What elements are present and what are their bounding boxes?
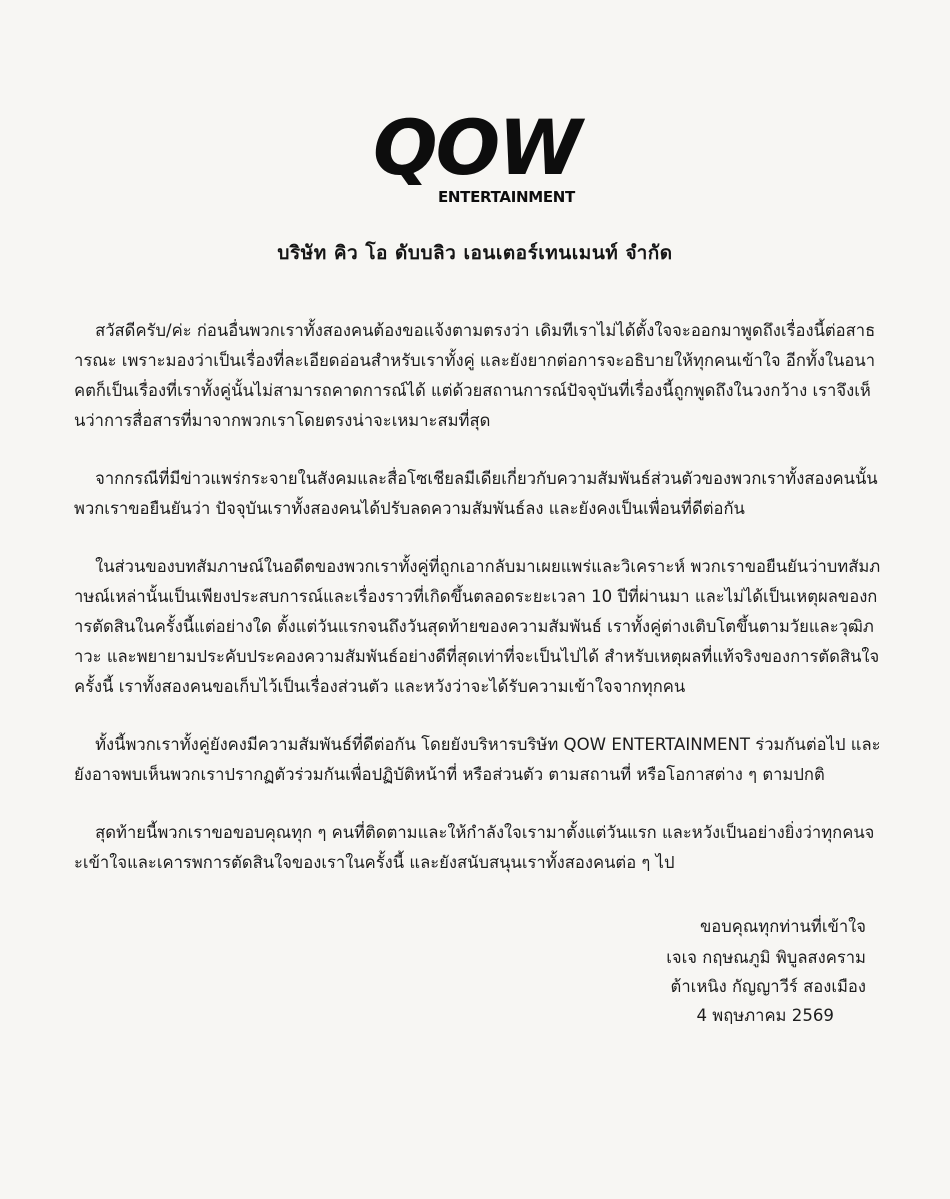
paragraph-4	[74, 730, 882, 790]
statement-date: 4 พฤษภาคม 2569	[696, 1006, 834, 1025]
paragraph-1-text: สวัสดีครับ/ค่ะ ก่อนอื่นพวกเราทั้งสองคนต้องขอแจ้งตามตรงว่า เดิมทีเราไม่ได้ตั้งใจจะออกมาพูดถึงเรื่องนี้ต่อสาธารณะ เพราะมองว่าเป็นเรื่องที่ละเอียดอ่อนสำหรับเราทั้งคู่ และยังยากต่อการจะอธิบายให้ทุกคนเข้าใจ อีกทั้งในอนาคตก็เป็นเรื่องที่เราทั้งคู่นั้นไม่สามารถคาดการณ์ได้ แต่ด้วยสถานการณ์ปัจจุบันที่เรื่องนี้ถูกพูดถึงในวงกว้าง เราจึงเห็นว่าการสื่อสารที่มาจากพวกเราโดยตรงน่าจะเหมาะสมที่สุด	[74, 321, 876, 430]
closing-thanks: ขอบคุณทุกท่านที่เข้าใจ	[699, 917, 866, 936]
paragraph-5-text: สุดท้ายนี้พวกเราขอขอบคุณทุก ๆ คนที่ติดตามและให้กำลังใจเรามาตั้งแต่วันแรก และหวังเป็นอย่างยิ่งว่าทุกคนจะเข้าใจและเคารพการตัดสินใจของเราในครั้งนี้ และยังสนับสนุนเราทั้งสองคนต่อ ๆ ไป	[74, 823, 875, 872]
paragraph-2-text: จากกรณีที่มีข่าวแพร่กระจายในสังคมและสื่อโซเชียลมีเดียเกี่ยวกับความสัมพันธ์ส่วนตัวของพวกเราทั้งสองคนนั้น พวกเราขอยืนยันว่า ปัจจุบันเราทั้งสองคนได้ปรับลดความสัมพันธ์ลง และยังคงเป็นเพื่อนที่ดีต่อกัน	[74, 469, 878, 518]
signatory-2: ต้าเหนิง กัญญาวีร์ สองเมือง	[670, 977, 866, 996]
paragraph-3	[74, 552, 882, 702]
statement-body	[74, 316, 882, 906]
logo-subtitle: ENTERTAINMENT	[437, 188, 575, 206]
company-name: บริษัท คิว โอ ดับบลิว เอนเตอร์เทนเมนท์ จำกัด	[277, 242, 673, 264]
logo-mark: QOW	[373, 103, 581, 192]
company-logo	[373, 103, 583, 206]
paragraph-3-text: ในส่วนของบทสัมภาษณ์ในอดีตของพวกเราทั้งคู่ที่ถูกเอากลับมาเผยแพร่และวิเคราะห์ พวกเราขอยืนยันว่าบทสัมภาษณ์เหล่านั้นเป็นเพียงประสบการณ์และเรื่องราวที่เกิดขึ้นตลอดระยะเวลา 10 ปีที่ผ่านมา และไม่ได้เป็นเหตุผลของการตัดสินในครั้งนี้แต่อย่างใด ตั้งแต่วันแรกจนถึงวันสุดท้ายของความสัมพันธ์ เราทั้งคู่ต่างเติบโตขึ้นตามวัยและวุฒิภาวะ และพยายามประคับประคองความสัมพันธ์อย่างดีที่สุดเท่าที่จะเป็นไปได้ สำหรับเหตุผลที่แท้จริงของการตัดสินใจครั้งนี้ เราทั้งสองคนขอเก็บไว้เป็นเรื่องส่วนตัว และหวังว่าจะได้รับความเข้าใจจากทุกคน	[74, 557, 881, 696]
signature-block	[566, 912, 866, 1030]
paragraph-4-text: ทั้งนี้พวกเราทั้งคู่ยังคงมีความสัมพันธ์ที่ดีต่อกัน โดยยังบริหารบริษัท QOW ENTERTAINMENT ร่วมกันต่อไป และยังอาจพบเห็นพวกเราปรากฏตัวร่วมกันเพื่อปฏิบัติหน้าที่ หรือส่วนตัว ตามสถานที่ หรือโอกาสต่าง ๆ ตามปกติ	[74, 735, 881, 784]
paragraph-1	[74, 316, 882, 436]
paragraph-5	[74, 818, 882, 878]
signatory-1: เจเจ กฤษณภูมิ พิบูลสงคราม	[666, 948, 866, 967]
paragraph-2	[74, 464, 882, 524]
